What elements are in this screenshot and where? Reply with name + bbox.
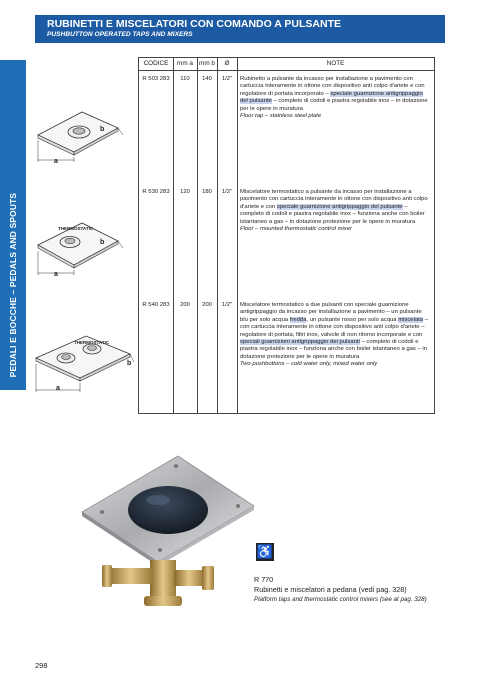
thermostatic-label: THERMOSTATIC: [74, 340, 110, 345]
product-table: [138, 57, 435, 414]
col-header-diam: Ø: [224, 60, 230, 67]
cell-diam: 1/2": [221, 302, 233, 308]
col-header-code: CODICE: [143, 60, 169, 67]
figure-thermostatic-mixer: [30, 215, 125, 285]
cell-b: 140: [202, 76, 212, 82]
dim-a-label: a: [54, 158, 58, 165]
side-tab-label: PEDALI E BOCCHE – PEDALS AND SPOUTS: [8, 192, 18, 378]
cell-diam: 1/2": [221, 76, 233, 82]
col-header-b: mm b: [199, 60, 215, 67]
cell-code: R 530 283: [142, 189, 170, 195]
cell-b: 180: [202, 189, 212, 195]
dim-b-label: b: [127, 360, 132, 367]
thermostatic-label: THERMOSTATIC: [58, 226, 94, 231]
col-header-a: mm a: [177, 60, 193, 67]
cell-code: R 540 283: [142, 302, 170, 308]
cell-diam: 1/2": [221, 189, 233, 195]
wheelchair-accessibility-icon: ♿: [256, 544, 274, 559]
cell-note: Rubinetto a pulsante da incasso per installazione a pavimento con cartuccia interamente in ottone con dispositivo anti colpo d'ariete e con regolatore di portata incorporato – speciale guarnizione antigrippaggio del pulsante – completo di codoli e piastra regolabile inox – in dotazione per le opere in muratura Floor tap – stainless steel plate: [240, 76, 430, 120]
note-english: Two pushbottons – cold water only, mixed water only: [240, 361, 378, 368]
dim-a-label: a: [54, 271, 58, 278]
cell-code: R 503 283: [142, 76, 170, 82]
dim-b-label: b: [100, 239, 105, 246]
note-english: Floor – mounted thermostatic control mixer: [240, 226, 352, 233]
page-title: RUBINETTI E MISCELATORI CON COMANDO A PULSANTE: [47, 18, 341, 30]
caption-code: R 770: [254, 575, 274, 584]
cell-a: 200: [180, 302, 190, 308]
page-number: 298: [35, 661, 48, 670]
col-header-note: NOTE: [326, 60, 345, 67]
page-subtitle: PUSHBUTTON OPERATED TAPS AND MIXERS: [47, 31, 193, 38]
cell-note: Miscelatore termostatico a due pulsanti con speciale guarnizione antigrippaggio da incasso per installazione a pavimento – un pulsante blu per solo acqua fredda, un pulsante rosso per solo acqua miscelata – con cartuccia interamente in ottone con dispositivo anti colpo d'ariete – regolatore di portata, filtri inox, valvole di non ritorno incorporate e con speciali guarnizioni antigrippaggio dei pulsanti – completo di codoli e piastra regolabile inox – funziona anche con boiler istantaneo a gas – in dotazione protezione per le opere in muratura Two pushbottons – cold water only, mixed water only: [240, 302, 428, 368]
side-tab: [0, 60, 26, 390]
cell-a: 110: [180, 76, 190, 82]
dim-b-label: b: [100, 126, 105, 133]
note-english: Floor tap – stainless steel plate: [240, 113, 322, 120]
product-photo: [78, 450, 258, 615]
cell-a: 120: [180, 189, 190, 195]
figure-two-button-mixer: [30, 328, 135, 400]
table-header: [139, 58, 434, 71]
dim-a-label: a: [56, 385, 60, 392]
caption-english: Platform taps and thermostatic control mixers (see at pag. 328): [254, 596, 427, 603]
cell-b: 200: [202, 302, 212, 308]
cell-note: Miscelatore termostatico a pulsante da incasso per installazione a pavimento con cartuccia interamente in ottone con dispositivo anti colpo d'ariete e con speciale guarnizione antigrippaggio del pulsante – completo di codoli e piastra regolabile inox – funziona anche con boiler istantaneo a gas – in dotazione protezione per le opere in muratura Floor – mounted thermostatic control mixer: [240, 189, 430, 233]
caption-italian: Rubinetti e miscelatori a pedana (vedi pag. 328): [254, 585, 407, 594]
figure-floor-tap: [30, 100, 125, 170]
page-header: [35, 15, 445, 43]
